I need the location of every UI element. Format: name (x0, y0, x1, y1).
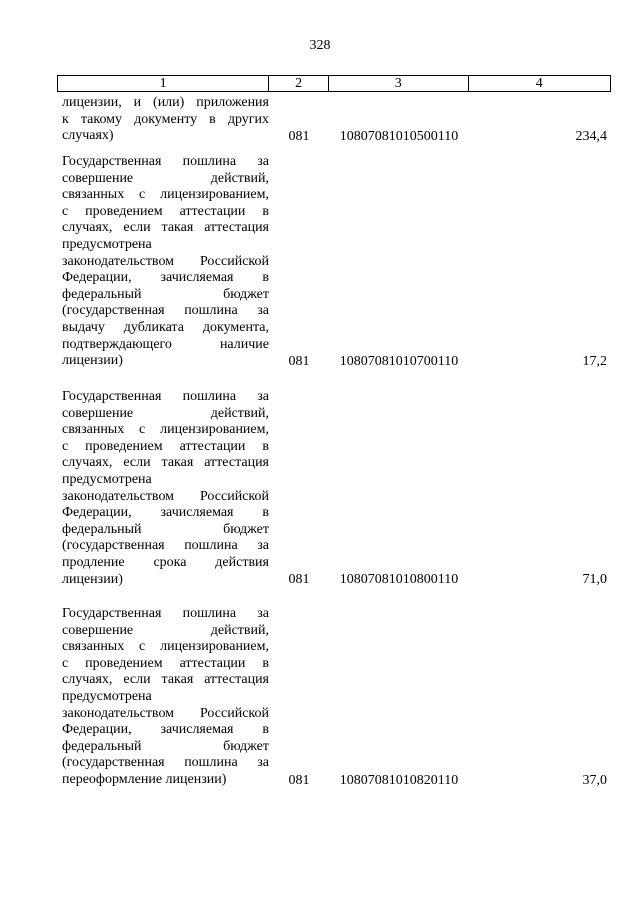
description-line: случаях, если такая аттестация (62, 672, 269, 688)
description-line: лицензии) (62, 353, 123, 369)
description-line: лицензии, и (или) приложения (62, 95, 269, 110)
row-description (62, 154, 269, 370)
header-col-2: 2 (269, 76, 329, 91)
description-line: Федерации, зачисляемая в (62, 270, 269, 286)
description-line: Федерации, зачисляемая в (62, 722, 269, 738)
header-col-3: 3 (329, 76, 469, 91)
description-line: законодательством Российской (62, 253, 269, 269)
description-line: федеральный бюджет (62, 521, 269, 537)
page-number: 328 (309, 38, 331, 53)
amount-value: 234,4 (575, 128, 607, 144)
header-col-1: 1 (58, 76, 269, 91)
table-row (57, 389, 611, 588)
description-line: выдачу дубликата документа, (62, 319, 269, 335)
row-description (62, 606, 269, 789)
admin-code: 081 (288, 353, 310, 369)
description-line: с проведением аттестации в (62, 203, 269, 219)
budget-code: 10807081010800110 (339, 572, 459, 588)
description-line: переоформление лицензии) (62, 771, 227, 787)
description-line: связанных с лицензированием, (62, 187, 269, 203)
admin-code: 081 (288, 772, 310, 788)
admin-code: 081 (288, 128, 310, 144)
admin-code: 081 (288, 572, 310, 588)
description-line: предусмотрена (62, 471, 152, 487)
description-line: Государственная пошлина за (62, 389, 269, 404)
row-description (62, 389, 269, 588)
description-line: к такому документу в других (62, 111, 269, 127)
description-line: Государственная пошлина за (62, 606, 269, 621)
description-line: предусмотрена (62, 236, 152, 252)
description-line: законодательством Российской (62, 488, 269, 504)
description-line: с проведением аттестации в (62, 438, 269, 454)
budget-code: 10807081010700110 (339, 353, 459, 369)
description-line: связанных с лицензированием, (62, 422, 269, 438)
description-line: подтверждающего наличие (62, 336, 269, 352)
description-line: законодательством Российской (62, 705, 269, 721)
description-line: совершение действий, (62, 170, 269, 186)
description-line: с проведением аттестации в (62, 655, 269, 671)
description-line: (государственная пошлина за (62, 538, 269, 554)
description-line: (государственная пошлина за (62, 755, 269, 771)
header-col-4: 4 (535, 76, 543, 91)
description-line: (государственная пошлина за (62, 303, 269, 319)
description-line: лицензии) (62, 571, 123, 587)
table-row (57, 606, 611, 789)
description-line: случаях, если такая аттестация (62, 455, 269, 471)
description-line: связанных с лицензированием, (62, 639, 269, 655)
row-description (62, 95, 269, 145)
budget-code: 10807081010500110 (339, 128, 459, 144)
table-row (57, 154, 611, 370)
description-line: случаях, если такая аттестация (62, 220, 269, 236)
description-line: продление срока действия (62, 554, 269, 570)
description-line: Федерации, зачисляемая в (62, 505, 269, 521)
description-line: Государственная пошлина за (62, 154, 269, 169)
amount-value: 37,0 (582, 772, 607, 788)
description-line: совершение действий, (62, 622, 269, 638)
description-line: случаях) (62, 128, 114, 144)
description-line: совершение действий, (62, 405, 269, 421)
description-line: предусмотрена (62, 688, 152, 704)
table-header (57, 75, 611, 92)
amount-value: 71,0 (582, 572, 607, 588)
table-row (57, 95, 611, 145)
budget-code: 10807081010820110 (339, 772, 459, 788)
amount-value: 17,2 (582, 353, 607, 369)
description-line: федеральный бюджет (62, 738, 269, 754)
description-line: федеральный бюджет (62, 286, 269, 302)
